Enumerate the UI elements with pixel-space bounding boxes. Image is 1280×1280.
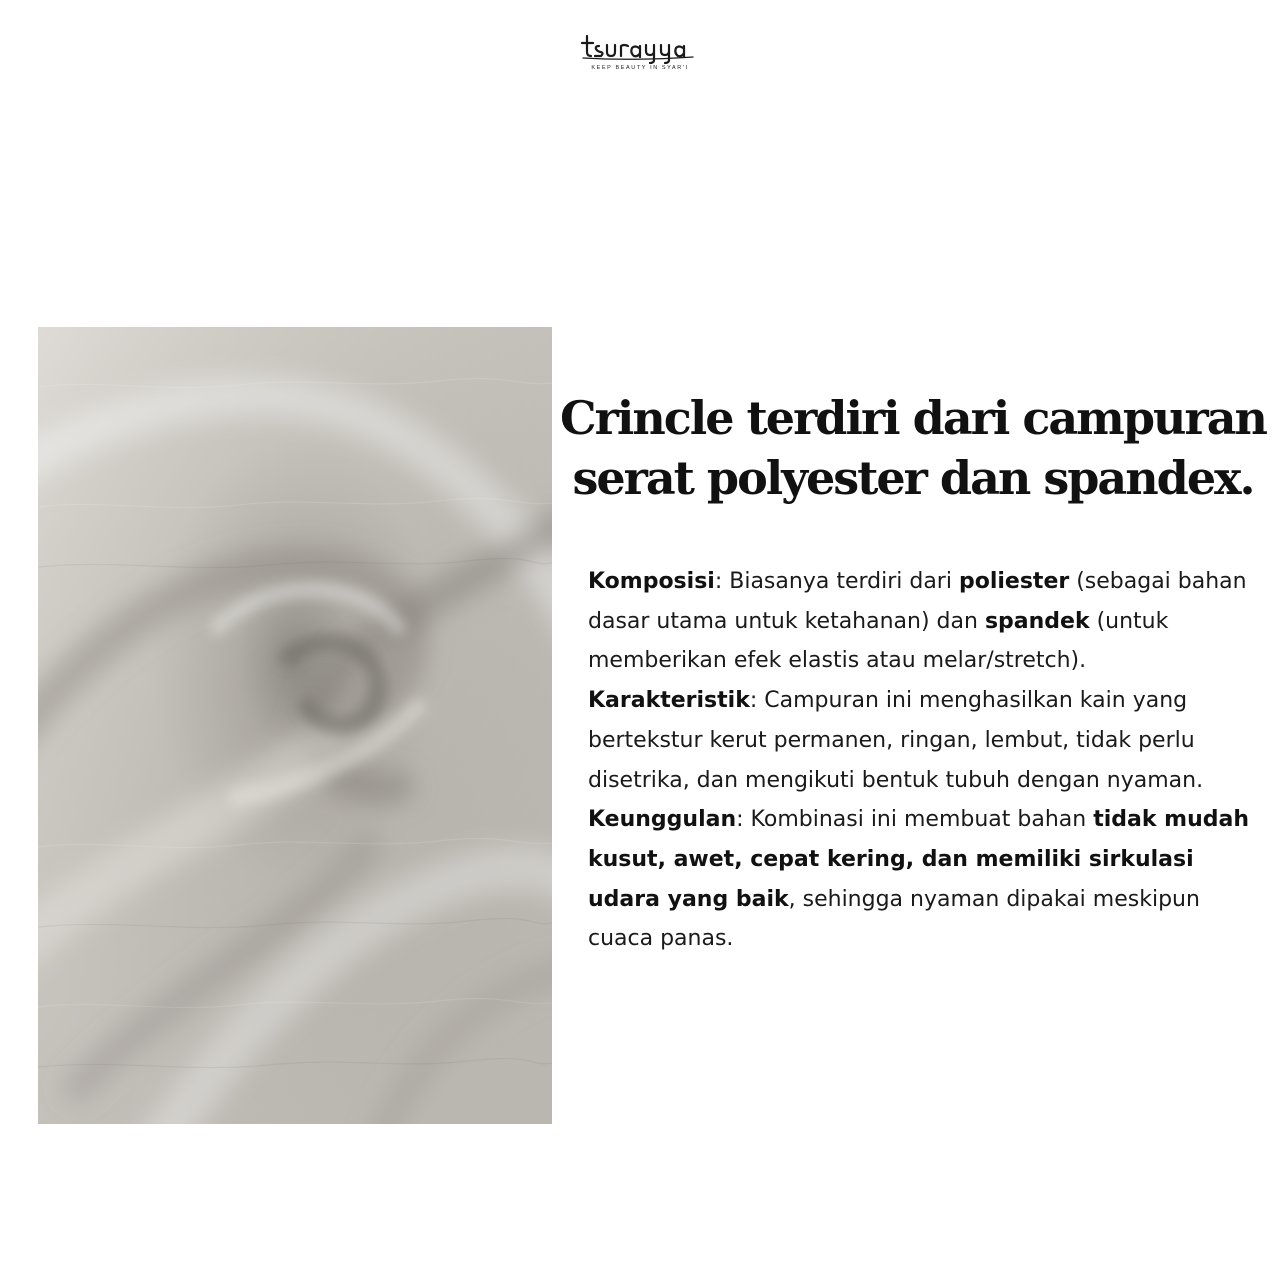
section-label: Karakteristik (588, 688, 750, 714)
section-text: : Campuran ini menghasilkan kain yang bertekstur kerut permanen, ringan, lembut, tidak perlu disetrika, dan mengikuti bentuk tubuh dengan nyaman. (588, 688, 1204, 793)
fabric-image-icon (38, 327, 552, 1124)
brand-tagline: KEEP BEAUTY IN SYAR'I (591, 65, 689, 71)
brand-logo (565, 30, 715, 75)
section-highlight: poliester (958, 569, 1070, 594)
section-label: Keunggulan (588, 807, 737, 833)
headline (560, 388, 1266, 508)
section-text: : Biasanya terdiri dari (714, 569, 959, 594)
section-text: (untuk memberikan efek elastis atau melar/stretch). (588, 608, 1169, 674)
headline-line-1: Crincle terdiri dari campuran (560, 391, 1266, 445)
section-text: : Kombinasi ini membuat bahan (736, 807, 1094, 833)
fabric-photo (38, 327, 552, 1124)
section-highlight: tidak mudah kusut, awet, cepat kering, dan memiliki sirkulasi udara yang baik (588, 807, 1249, 912)
headline-line-2: serat polyester dan spandex. (572, 451, 1254, 505)
section-keunggulan (588, 800, 1258, 959)
section-komposisi (588, 562, 1258, 681)
section-text: (sebagai bahan dasar utama untuk ketahanan) dan (588, 569, 1247, 634)
description-block (588, 562, 1258, 959)
section-text: , sehingga nyaman dipakai meskipun cuaca panas. (588, 886, 1200, 952)
brand-logo-word (565, 30, 715, 60)
section-highlight: spandek (984, 608, 1090, 634)
section-label: Komposisi (588, 569, 715, 594)
section-karakteristik (588, 681, 1258, 800)
